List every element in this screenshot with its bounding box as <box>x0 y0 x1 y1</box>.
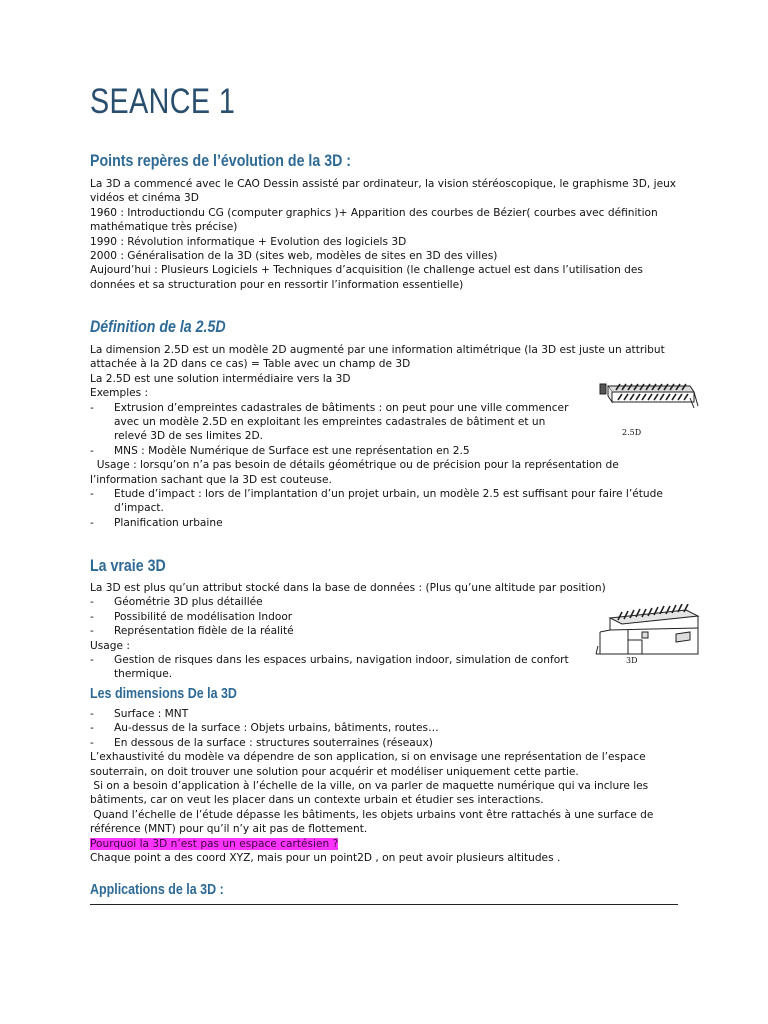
heading-points-reperes: Points repères de l’évolution de la 3D : <box>90 152 352 170</box>
list-item: - Représentation fidèle de la réalité <box>90 624 682 638</box>
list-item: - Gestion de risques dans les espaces urbains, navigation indoor, simulation de confort thermique. <box>90 653 572 682</box>
list-item: - Surface : MNT <box>90 707 682 721</box>
paragraph: Exemples : <box>90 387 149 400</box>
paragraph: La dimension 2.5D est un modèle 2D augmenté par une information altimétrique (la 3D est juste un attribut attachée à la 2D dans ce cas) = Table avec un champ de 3D <box>90 344 665 371</box>
paragraph: L’exhaustivité du modèle va dépendre de son application, si on envisage une représentation de l’espace souterrain, on doit trouver une solution pour acquérir et modéliser uniquement cette partie. <box>90 751 646 778</box>
figure-3d-illustration <box>592 604 704 668</box>
figure-3d <box>592 604 704 668</box>
list-item: - Etude d’impact : lors de l’implantation d’un projet urbain, un modèle 2.5 est suffisant pour faire l’étude d’impact. <box>90 487 682 516</box>
figure-25d-illustration <box>594 372 704 442</box>
list-item: - En dessous de la surface : structures souterraines (réseaux) <box>90 736 682 750</box>
highlighted-question: Pourquoi la 3D n’est pas un espace cartésien ? <box>90 837 339 850</box>
list-item: - Planification urbaine <box>90 516 682 530</box>
heading-vraie-3d: La vraie 3D <box>90 557 166 575</box>
figure-3d-label: 3D <box>626 656 638 665</box>
list-item: - Au-dessus de la surface : Objets urbains, bâtiments, routes… <box>90 721 682 735</box>
heading-applications-3d: Applications de la 3D : <box>90 882 224 898</box>
figure-25d <box>594 372 704 442</box>
list-item: - Possibilité de modélisation Indoor <box>90 610 682 624</box>
section-dimensions-text <box>90 707 682 865</box>
paragraph: Quand l’échelle de l’étude dépasse les bâtiments, les objets urbains vont être rattachés à une surface de référence (MNT) pour qu’il n’y ait pas de flottement. <box>90 808 657 836</box>
paragraph: 2000 : Généralisation de la 3D (sites web, modèles de sites en 3D des villes) <box>90 250 498 263</box>
heading-dimensions-3d: Les dimensions De la 3D <box>90 686 237 702</box>
paragraph: Chaque point a des coord XYZ, mais pour un point2D , on peut avoir plusieurs altitudes . <box>90 852 561 865</box>
page-title: SEANCE 1 <box>90 82 236 121</box>
paragraph: La 3D est plus qu’un attribut stocké dans la base de données : (Plus qu’une altitude par position) <box>90 582 606 594</box>
paragraph: Si on a besoin d’application à l’échelle de la ville, on va parler de maquette numérique qui va inclure les bâtiments, car on veut les placer dans un contexte urbain et étudier ses interactions. <box>90 780 652 807</box>
paragraph: 1960 : Introductiondu CG (computer graphics )+ Apparition des courbes de Bézier( courbes avec définition mathématique très précise) <box>90 206 658 234</box>
figure-25d-label: 2.5D <box>622 428 642 437</box>
section-divider <box>90 904 678 905</box>
paragraph: Usage : <box>90 639 130 652</box>
paragraph: La 3D a commencé avec le CAO Dessin assisté par ordinateur, la vision stéréoscopique, le graphisme 3D, jeux vidéos et cinéma 3D <box>90 178 677 205</box>
paragraph: 1990 : Révolution informatique + Evolution des logiciels 3D <box>90 235 407 248</box>
list-item: - MNS : Modèle Numérique de Surface est une représentation en 2.5 <box>90 444 682 458</box>
paragraph <box>90 837 682 851</box>
paragraph: Usage : lorsqu’on n’a pas besoin de détails géométrique ou de précision pour la représentation de l’information sachant que la 3D est couteuse. <box>90 459 623 486</box>
paragraph: Aujourd’hui : Plusieurs Logiciels + Techniques d’acquisition (le challenge actuel est dans l’utilisation des données et sa structuration pour en ressortir l’information essentielle) <box>90 264 643 291</box>
list-item: - Extrusion d’empreintes cadastrales de bâtiments : on peut pour une ville commencer avec un modèle 2.5D en exploitant les empreintes cadastrales de bâtiment et un relevé 3D de ses limites 2D. <box>90 401 572 444</box>
list-item: - Géométrie 3D plus détaillée <box>90 595 682 609</box>
heading-definition-25d: Définition de la 2.5D <box>90 318 226 336</box>
paragraph: La 2.5D est une solution intermédiaire vers la 3D <box>90 372 351 385</box>
section-evolution-text <box>90 177 682 292</box>
